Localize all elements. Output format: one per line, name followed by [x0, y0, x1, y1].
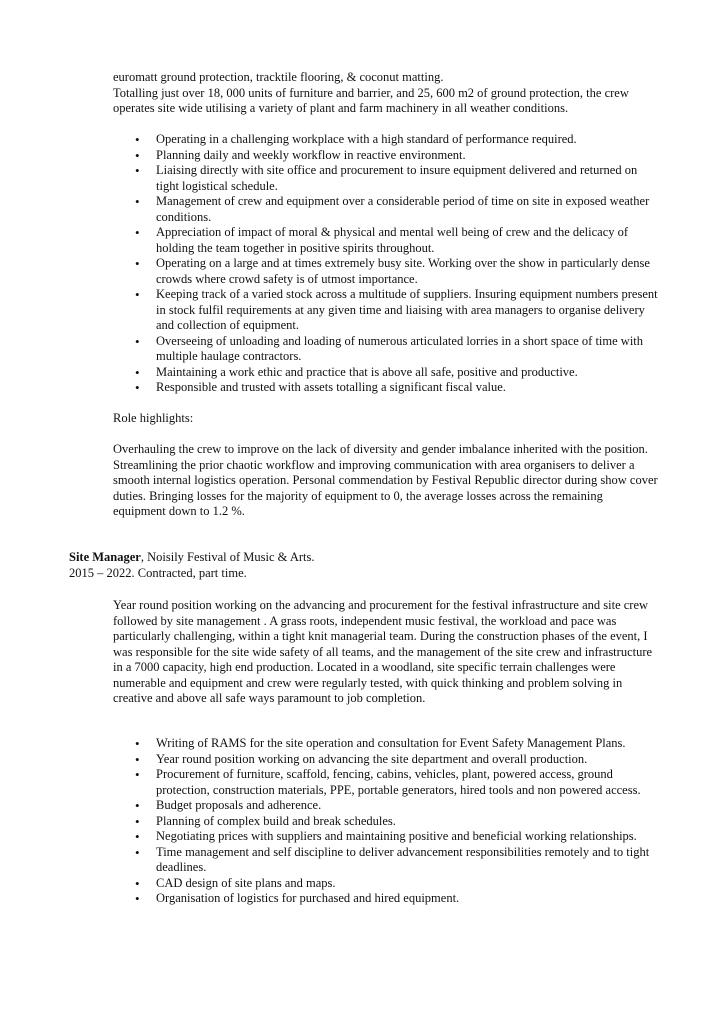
bullet-icon: •: [135, 736, 140, 751]
bullet-icon: •: [135, 194, 140, 209]
list-item: • Keeping track of a varied stock across a multitude of suppliers. Insuring equipment numbers present in stock fulfil requirements at any given time and liaising with area managers to organise delivery and collection of equipment.: [135, 287, 658, 332]
intro-line-1: euromatt ground protection, tracktile flooring, & coconut matting.: [113, 70, 444, 84]
job-period: 2015 – 2022. Contracted, part time.: [69, 565, 247, 580]
list-item: • Appreciation of impact of moral & physical and mental well being of crew and the delicacy of holding the team together in positive spirits throughout.: [135, 225, 629, 255]
bullet-icon: •: [135, 891, 140, 906]
bullet-icon: •: [135, 813, 140, 829]
job-header: [69, 550, 669, 581]
bullet-icon: •: [135, 844, 140, 860]
list-item: • Budget proposals and adherence.: [135, 798, 322, 813]
bullet-icon: •: [135, 147, 140, 163]
intro-paragraph: [113, 70, 658, 117]
bullet-icon: •: [135, 767, 140, 782]
list-item: • Responsible and trusted with assets totalling a significant fiscal value.: [135, 380, 506, 395]
role-highlights-body: Overhauling the crew to improve on the lack of diversity and gender imbalance inherited with the position. Streamlining the prior chaotic workflow and improving communication with area organisers to deliver a smooth internal logistics operation. Personal commendation by Festival Republic director during show cover duties. Bringing losses for the majority of equipment to 0, the average losses across the remaining equipment down to 1.2 %.: [113, 442, 658, 518]
bullet-icon: •: [135, 333, 140, 349]
bullet-icon: •: [135, 132, 140, 147]
bullet-icon: •: [135, 163, 140, 178]
list-item: • Planning of complex build and break schedules.: [135, 813, 396, 829]
intro-line-2: Totalling just over 18, 000 units of furniture and barrier, and 25, 600 m2 of ground protection, the crew operates site wide utilising a variety of plant and farm machinery in all weather conditions.: [113, 85, 629, 115]
list-item: • Maintaining a work ethic and practice that is above all safe, positive and productive.: [135, 364, 578, 380]
list-item: • Operating in a challenging workplace with a high standard of performance required.: [135, 132, 577, 147]
bullet-icon: •: [135, 256, 140, 271]
bullet-icon: •: [135, 225, 140, 240]
job-title: Site Manager: [69, 550, 141, 564]
list-item: • Operating on a large and at times extremely busy site. Working over the show in particularly dense crowds where crowd safety is of utmost importance.: [135, 256, 650, 286]
list-item: • Negotiating prices with suppliers and maintaining positive and beneficial working relationships.: [135, 829, 637, 844]
bullet-icon: •: [135, 751, 140, 767]
list-item: • Management of crew and equipment over a considerable period of time on site in exposed weather conditions.: [135, 194, 650, 224]
duties-list-2: [113, 736, 658, 907]
list-item: • Planning daily and weekly workflow in reactive environment.: [135, 147, 466, 163]
bullet-icon: •: [135, 798, 140, 813]
job-summary: Year round position working on the advancing and procurement for the festival infrastructure and site crew followed by site management . A grass roots, independent music festival, the workload and pace was particularly challenging, within a tight knit managerial team. During the construction phases of the event, I was responsible for the site wide safety of all teams, and the management of the site crew and infrastructure in a 7000 capacity, high end production. Located in a woodland, site specific terrain challenges were numerable and equipment and crew were regularly tested, with quick thinking and problem solving in creative and above all safe ways paramount to job completion.: [113, 598, 653, 705]
duties-list-1: [113, 132, 658, 396]
bullet-icon: •: [135, 829, 140, 844]
role-highlights-heading: Role highlights:: [113, 411, 194, 425]
list-item: • CAD design of site plans and maps.: [135, 875, 336, 891]
bullet-icon: •: [135, 875, 140, 891]
bullet-icon: •: [135, 364, 140, 380]
job-employer: , Noisily Festival of Music & Arts.: [140, 550, 315, 564]
list-item: • Year round position working on advancing the site department and overall production.: [135, 751, 588, 767]
list-item: • Liaising directly with site office and procurement to insure equipment delivered and returned on tight logistical schedule.: [135, 163, 638, 193]
bullet-icon: •: [135, 380, 140, 395]
list-item: • Organisation of logistics for purchased and hired equipment.: [135, 891, 460, 906]
list-item: • Writing of RAMS for the site operation and consultation for Event Safety Management Plans.: [135, 736, 626, 751]
bullet-icon: •: [135, 287, 140, 302]
list-item: • Time management and self discipline to deliver advancement responsibilities remotely and to tight deadlines.: [135, 844, 650, 874]
list-item: • Overseeing of unloading and loading of numerous articulated lorries in a short space of time with multiple haulage contractors.: [135, 333, 644, 363]
list-item: • Procurement of furniture, scaffold, fencing, cabins, vehicles, plant, powered access, ground protection, construction materials, PPE, portable generators, hired tools and non powered access.: [135, 767, 641, 797]
